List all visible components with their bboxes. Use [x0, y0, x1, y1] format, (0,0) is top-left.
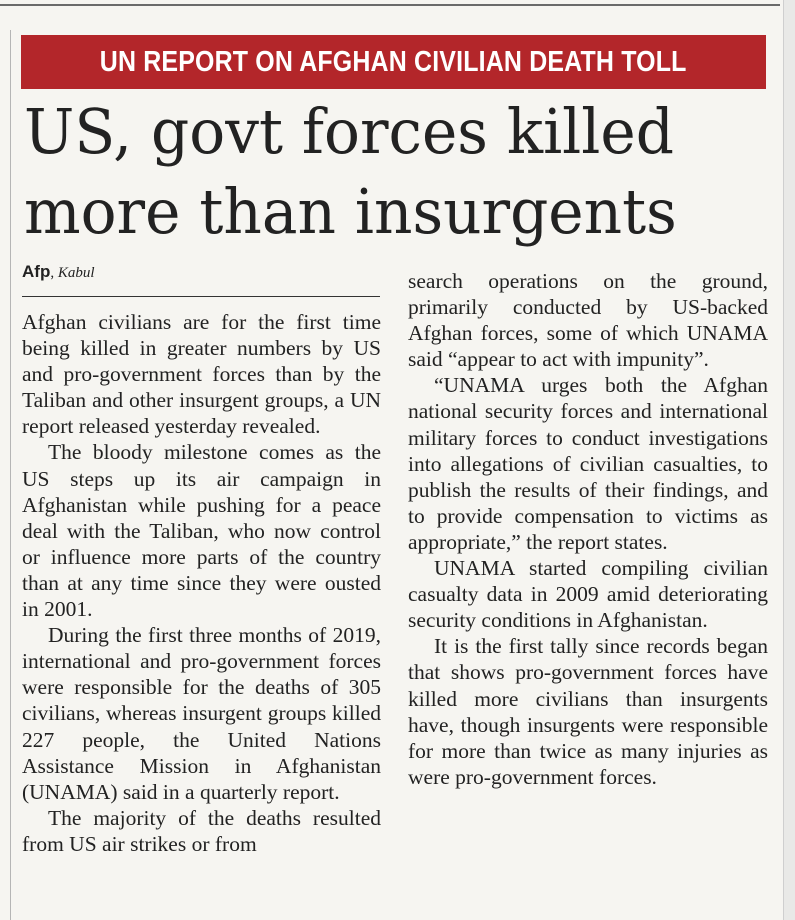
- byline-agency: Afp: [22, 262, 51, 281]
- byline-separator: ,: [50, 265, 55, 281]
- paragraph: Afghan civilians are for the first time being killed in greater numbers by US and pro-government forces than by the Taliban and other insurgent groups, a UN report released yesterday revealed.: [22, 310, 381, 439]
- byline-place: Kabul: [57, 265, 95, 281]
- paragraph: It is the first tally since records began that shows pro-government forces have killed more civilians than insurgents have, though insurgents were responsible for more than twice as many injuries as were pro-government forces.: [408, 634, 768, 789]
- paragraph: The bloody milestone comes as the US steps up its air campaign in Afghanistan while pushing for a peace deal with the Taliban, who now control or influence more parts of the country than at any time since they were ousted in 2001.: [22, 440, 381, 622]
- byline-rule: [22, 296, 380, 297]
- column-rule: [10, 30, 11, 920]
- banner-text: UN REPORT ON AFGHAN CIVILIAN DEATH TOLL: [100, 45, 687, 78]
- article-column-right: [408, 268, 768, 790]
- paragraph: The majority of the deaths resulted from US air strikes or from: [22, 805, 381, 856]
- article-column-left: [22, 309, 381, 857]
- top-rule: [0, 4, 780, 6]
- headline-line-2: more than insurgents: [24, 175, 677, 248]
- page-edge: [783, 0, 795, 920]
- headline: [24, 92, 774, 252]
- section-banner: [21, 35, 766, 89]
- headline-line-1: US, govt forces killed: [24, 95, 674, 168]
- byline: [22, 262, 95, 282]
- paragraph: UNAMA started compiling civilian casualty data in 2009 amid deteriorating security conditions in Afghanistan.: [408, 556, 768, 633]
- paragraph: During the first three months of 2019, international and pro-government forces were responsible for the deaths of 305 civilians, whereas insurgent groups killed 227 people, the United Nations Assistance Mission in Afghanistan (UNAMA) said in a quarterly report.: [22, 623, 381, 804]
- paragraph: “UNAMA urges both the Afghan national security forces and international military forces to conduct investigations into allegations of civilian casualties, to publish the results of their findings, and to provide compensation to victims as appropriate,” the report states.: [408, 373, 768, 554]
- paragraph: search operations on the ground, primarily conducted by US-backed Afghan forces, some of which UNAMA said “appear to act with impunity”.: [408, 269, 768, 372]
